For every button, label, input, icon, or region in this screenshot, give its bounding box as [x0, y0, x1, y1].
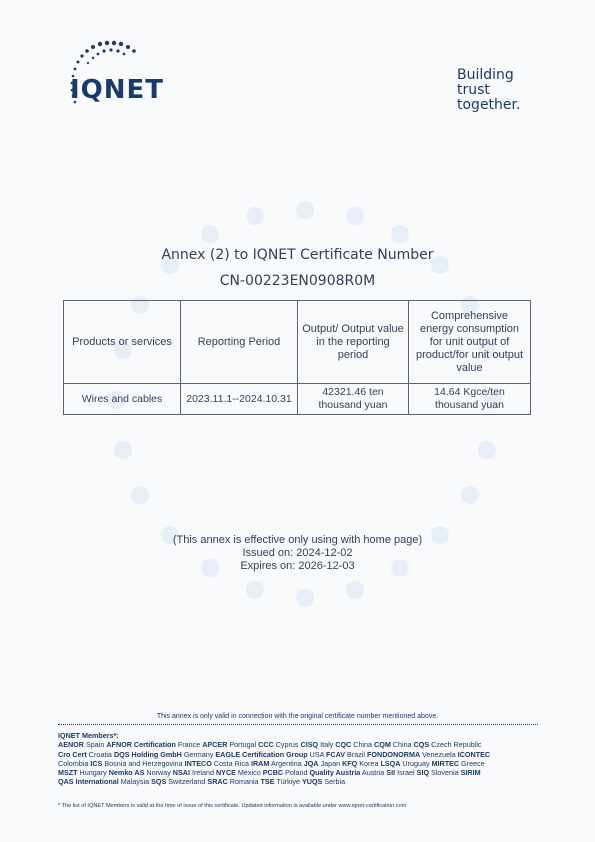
member-name: QAS International [58, 777, 119, 787]
member-name: SII [386, 768, 396, 778]
member-name: CISQ [300, 740, 319, 750]
member-name: SRAC [207, 777, 228, 787]
member-country: Cyprus [273, 740, 301, 750]
member-name: CCC [258, 740, 274, 750]
member-name: Nemko AS [108, 768, 145, 778]
table-cell: 2023.11.1--2024.10.31 [181, 384, 298, 415]
tagline-line: together. [457, 97, 521, 113]
annex-title: Annex (2) to IQNET Certificate Number [161, 247, 434, 263]
member-country: Costa Rica [211, 758, 251, 768]
certificate-number: CN-00223EN0908R0M [219, 273, 376, 289]
member-name: KFQ [342, 758, 358, 768]
member-name: AFNOR Certification [106, 740, 176, 750]
member-name: CQS [413, 740, 430, 750]
member-country: Croatia [86, 749, 114, 759]
member-country: Japan [318, 758, 343, 768]
member-name: INTECO [184, 758, 212, 768]
members-list [58, 731, 542, 787]
table-cell: 42321.46 ten thousand yuan [298, 384, 409, 415]
member-country: Israel [395, 768, 417, 778]
member-name: PCBC [262, 768, 284, 778]
tagline [457, 68, 537, 113]
tagline-line: Building [457, 67, 514, 83]
member-name: AENOR [58, 740, 84, 750]
validity-note: This annex is only valid in connection with the original certificate number mentioned above. [156, 713, 439, 720]
member-country: Germany [181, 749, 216, 759]
member-name: FCAV [326, 749, 346, 759]
member-country: Italy [318, 740, 336, 750]
member-name: Cro Cert [58, 749, 87, 759]
member-country: Venezuela [420, 749, 458, 759]
table-header-cell: Reporting Period [181, 301, 298, 384]
member-country: Poland [283, 768, 310, 778]
table-header-row [64, 301, 531, 384]
member-name: IRAM [250, 758, 270, 768]
member-country: Bosnia and Herzegovina [102, 758, 185, 768]
member-country: Greece [459, 758, 485, 768]
member-country: Norway [144, 768, 173, 778]
member-name: SQS [151, 777, 167, 787]
members-heading: IQNET Members*: [58, 731, 119, 740]
members-footnote: * The list of IQNET Members is valid at the time of issue of this certificate. Updated information is available under www.iqnet-certification.com [58, 803, 407, 809]
issued-date: Issued on: 2024-12-02 [242, 547, 353, 559]
members-body [58, 740, 542, 786]
member-name: SIQ [416, 768, 430, 778]
member-country: France [175, 740, 203, 750]
member-name: CQC [335, 740, 352, 750]
table-cell: Wires and cables [64, 384, 181, 415]
member-country: USA [307, 749, 327, 759]
member-country: México [235, 768, 263, 778]
table-row [64, 384, 531, 415]
dotted-divider [58, 724, 538, 725]
member-name: LSQA [380, 758, 401, 768]
member-country: Portugal [227, 740, 259, 750]
effective-note: (This annex is effective only using with home page) [172, 534, 423, 546]
member-country: Romania [227, 777, 261, 787]
member-name: APCER [202, 740, 228, 750]
member-country: Uruguay [400, 758, 432, 768]
member-country: Colombia [58, 758, 91, 768]
member-country: Hungary [77, 768, 109, 778]
member-country: Ireland [189, 768, 216, 778]
annex-table [63, 300, 531, 415]
member-name: NSAI [172, 768, 190, 778]
member-name: JQA [303, 758, 319, 768]
member-name: EAGLE Certification Group [215, 749, 308, 759]
member-country: Austria [360, 768, 387, 778]
member-name: ICS [90, 758, 103, 768]
expiry-date: Expires on: 2026-12-03 [240, 560, 355, 572]
member-name: Quality Austria [309, 768, 361, 778]
table-header-cell: Comprehensive energy consumption for unit output of product/for unit output value [409, 301, 531, 384]
member-country: Spain [83, 740, 107, 750]
member-name: CQM [374, 740, 391, 750]
member-country: Argentina [269, 758, 304, 768]
member-country: Brazil [345, 749, 368, 759]
member-country: Slovenia [429, 768, 461, 778]
member-name: TSE [260, 777, 275, 787]
table-header-cell: Products or services [64, 301, 181, 384]
member-name: MIRTEC [431, 758, 460, 768]
member-country: China [351, 740, 375, 750]
member-country: Switzerland [166, 777, 208, 787]
member-name: ICONTEC [457, 749, 491, 759]
member-country: Malaysia [118, 777, 152, 787]
member-country: Türkiye [274, 777, 302, 787]
member-country: Serbia [322, 777, 346, 787]
table-cell: 14.64 Kgce/ten thousand yuan [409, 384, 531, 415]
member-name: DQS Holding GmbH [113, 749, 182, 759]
member-country: Czech Republic [429, 740, 482, 750]
tagline-line: trust [457, 82, 490, 98]
member-name: FONDONORMA [367, 749, 421, 759]
table-header-cell: Output/ Output value in the reporting period [298, 301, 409, 384]
member-name: YUQS [301, 777, 323, 787]
member-country: China [390, 740, 414, 750]
iqnet-logo-text: IQNET [70, 75, 165, 105]
member-name: SIRIM [460, 768, 481, 778]
member-name: MSZT [58, 768, 78, 778]
member-country: Korea [357, 758, 381, 768]
member-name: NYCE [215, 768, 236, 778]
